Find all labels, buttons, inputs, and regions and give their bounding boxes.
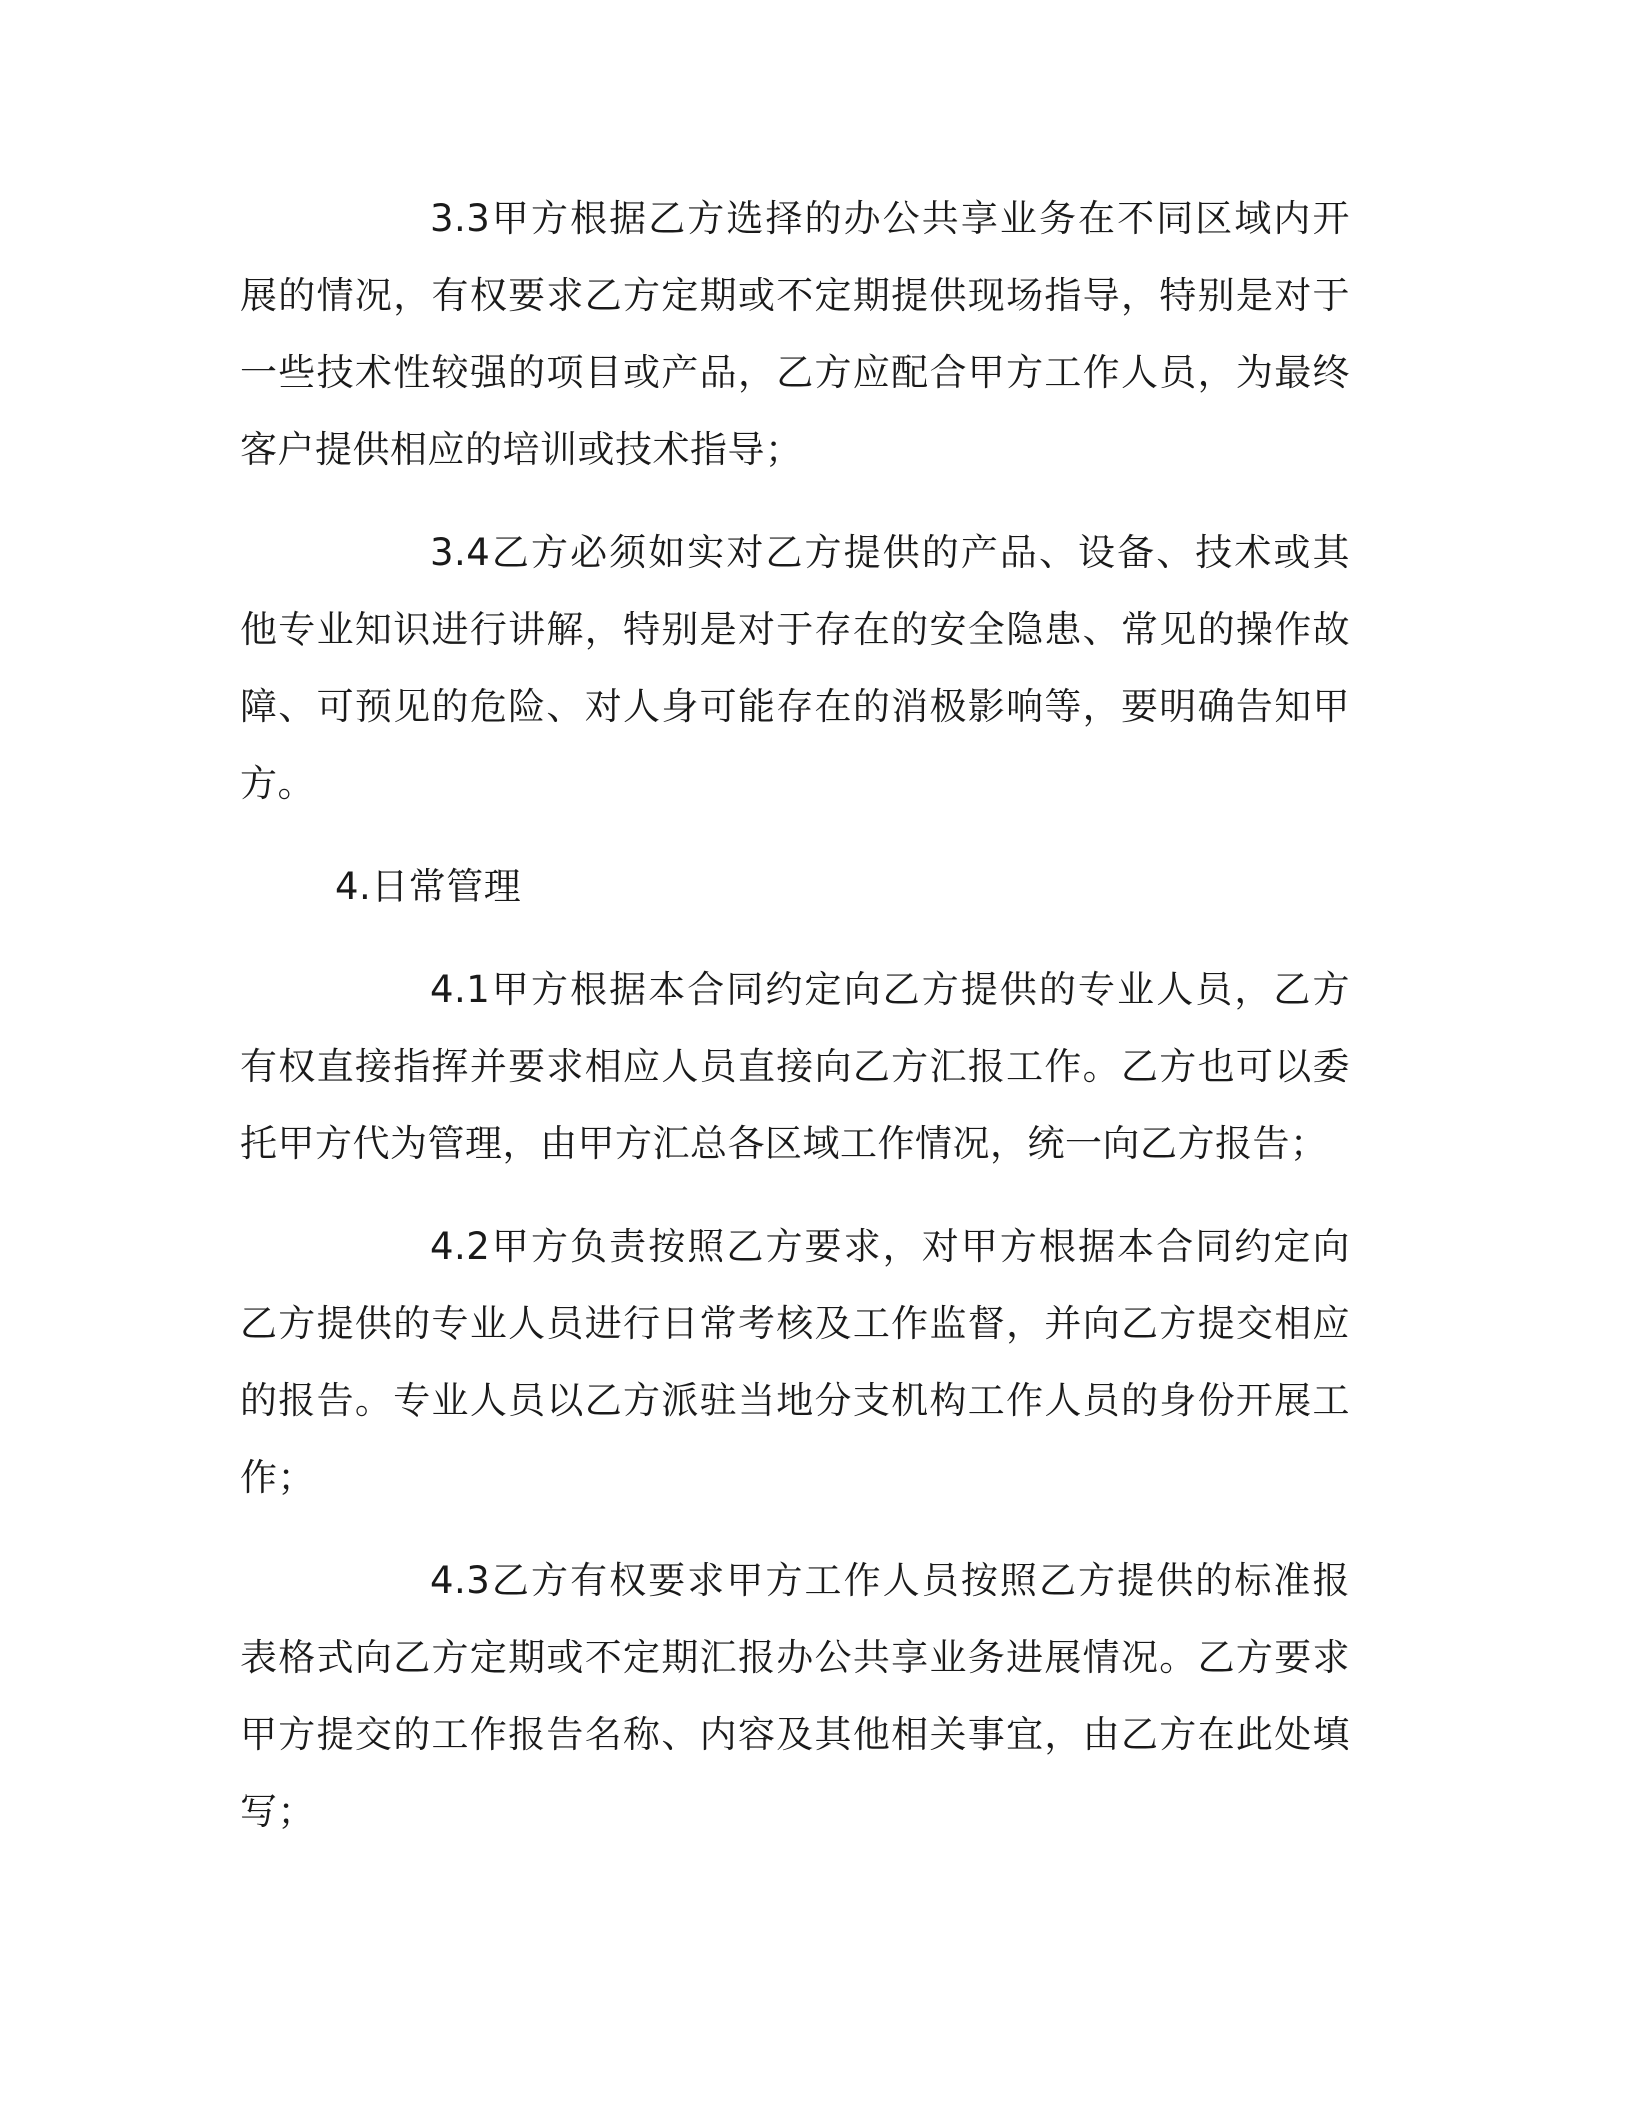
clause-number: 3.4: [430, 531, 491, 574]
clause-4-1: [240, 951, 1350, 1182]
clause-text: 甲方根据本合同约定向乙方提供的专业人员，乙方有权直接指挥并要求相应人员直接向乙方汇报工作。乙方也可以委托甲方代为管理，由甲方汇总各区域工作情况，统一向乙方报告；: [240, 968, 1350, 1165]
clause-4-2: [240, 1208, 1350, 1516]
clause-4-3: [240, 1542, 1350, 1850]
clause-text: 乙方有权要求甲方工作人员按照乙方提供的标准报表格式向乙方定期或不定期汇报办公共享业务进展情况。乙方要求甲方提交的工作报告名称、内容及其他相关事宜，由乙方在此处填写；: [240, 1559, 1350, 1833]
clause-3-4: [240, 514, 1350, 822]
clause-number: 4.2: [430, 1225, 491, 1268]
clause-number: 3.3: [430, 197, 491, 240]
clause-text: 乙方必须如实对乙方提供的产品、设备、技术或其他专业知识进行讲解，特别是对于存在的安全隐患、常见的操作故障、可预见的危险、对人身可能存在的消极影响等，要明确告知甲方。: [240, 531, 1350, 805]
clause-number: 4.3: [430, 1559, 491, 1602]
document-body: [240, 180, 1350, 1876]
clause-text: 甲方根据乙方选择的办公共享业务在不同区域内开展的情况，有权要求乙方定期或不定期提供现场指导，特别是对于一些技术性较强的项目或产品，乙方应配合甲方工作人员，为最终客户提供相应的培训或技术指导；: [240, 197, 1350, 471]
clause-3-3: [240, 180, 1350, 488]
section-heading: 4.日常管理: [335, 865, 522, 908]
clause-text: 甲方负责按照乙方要求，对甲方根据本合同约定向乙方提供的专业人员进行日常考核及工作监督，并向乙方提交相应的报告。专业人员以乙方派驻当地分支机构工作人员的身份开展工作；: [240, 1225, 1350, 1499]
clause-number: 4.1: [430, 968, 491, 1011]
